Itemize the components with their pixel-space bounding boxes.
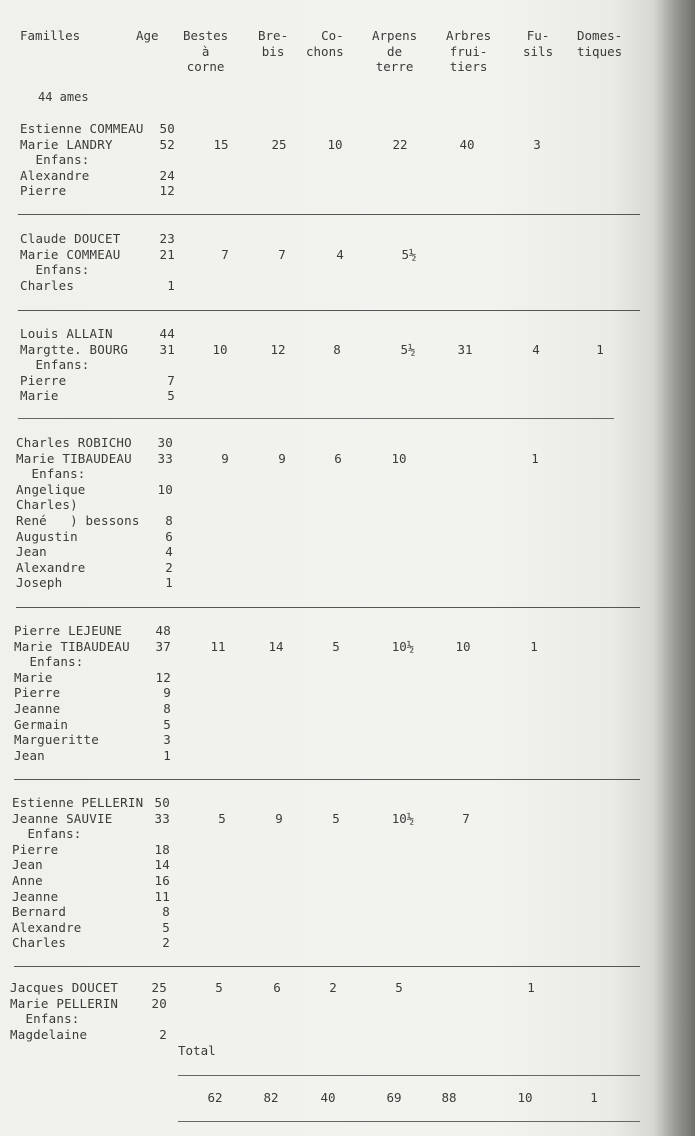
total-cochons: 40 [320,1090,336,1105]
family-2-brebis: 7 [278,247,286,262]
family-4-bestes: 9 [221,451,229,466]
family-5-arpens: 10½ [391,639,415,654]
family-1-brebis: 25 [271,137,287,152]
family-1-arbres: 40 [459,137,475,152]
family-7-arpens: 5 [395,980,403,995]
family-separator [14,779,640,780]
total-bestes: 62 [207,1090,223,1105]
family-3-domestiques: 1 [596,342,604,357]
family-1-names: Estienne COMMEAU Marie LANDRY Enfans: Alexandre Pierre [20,121,144,199]
bottom-rule [178,1121,640,1122]
family-7-ages: 25 20 2 [151,980,167,1042]
family-2-cochons: 4 [336,247,344,262]
family-1-fusils: 3 [533,137,541,152]
family-7-cochons: 2 [329,980,337,995]
ames-count: 44 ames [38,90,89,104]
family-6-arpens: 10½ [391,811,415,826]
family-5-arbres: 10 [455,639,471,654]
family-3-ages: 44 31 7 5 [159,326,175,404]
family-4-ages: 30 33 10 8 6 4 2 1 [157,435,173,591]
total-domestiques: 1 [590,1090,598,1105]
family-3-names: Louis ALLAIN Margtte. BOURG Enfans: Pierre Marie [20,326,129,404]
total-label: Total [178,1043,216,1058]
family-5-fusils: 1 [530,639,538,654]
total-brebis: 82 [263,1090,279,1105]
family-1-bestes: 15 [213,137,229,152]
header-arpens: Arpens de terre [372,28,418,75]
family-separator [18,310,640,311]
family-2-names: Claude DOUCET Marie COMMEAU Enfans: Charles [20,231,121,293]
family-7-brebis: 6 [273,980,281,995]
family-7-names: Jacques DOUCET Marie PELLERIN Enfans: Magdelaine [10,980,119,1042]
total-arpens: 69 [386,1090,402,1105]
header-bestes: Bestes à corne [183,28,229,75]
family-5-ages: 48 37 12 9 8 5 3 1 [155,623,171,763]
header-arbres: Arbres frui- tiers [446,28,492,75]
header-fusils: Fu- sils [523,28,554,59]
header-brebis: Bre- bis [258,28,289,59]
family-3-arpens: 5½ [400,342,416,357]
family-2-ages: 23 21 1 [159,231,175,293]
family-4-fusils: 1 [531,451,539,466]
family-3-bestes: 10 [212,342,228,357]
family-6-brebis: 9 [275,811,283,826]
family-3-fusils: 4 [532,342,540,357]
family-1-ages: 50 52 24 12 [159,121,175,199]
family-1-cochons: 10 [327,137,343,152]
family-2-arpens: 5½ [401,247,417,262]
family-6-ages: 50 33 18 14 16 11 8 5 2 [154,795,170,951]
family-6-bestes: 5 [218,811,226,826]
header-familles: Familles [20,28,81,43]
family-5-cochons: 5 [332,639,340,654]
family-5-bestes: 11 [210,639,226,654]
family-separator [14,966,640,967]
family-1-arpens: 22 [392,137,408,152]
total-arbres: 88 [441,1090,457,1105]
family-4-arpens: 10 [391,451,407,466]
family-5-names: Pierre LEJEUNE Marie TIBAUDEAU Enfans: Marie Pierre Jeanne Germain Margueritte Jean [14,623,130,763]
header-domestiques: Domes- tiques [577,28,623,59]
family-4-brebis: 9 [278,451,286,466]
family-6-arbres: 7 [462,811,470,826]
family-6-cochons: 5 [332,811,340,826]
family-separator [18,418,614,419]
family-2-bestes: 7 [221,247,229,262]
family-separator [16,607,640,608]
total-fusils: 10 [517,1090,533,1105]
family-3-brebis: 12 [270,342,286,357]
family-separator [18,214,640,215]
family-3-cochons: 8 [333,342,341,357]
family-6-names: Estienne PELLERIN Jeanne SAUVIE Enfans: Pierre Jean Anne Jeanne Bernard Alexandre Charles [12,795,144,951]
header-cochons: Co- chons [306,28,344,59]
header-age: Age [136,28,159,43]
total-rule [178,1075,640,1076]
family-7-fusils: 1 [527,980,535,995]
family-5-brebis: 14 [268,639,284,654]
family-4-cochons: 6 [334,451,342,466]
family-4-names: Charles ROBICHO Marie TIBAUDEAU Enfans: Angelique Charles) René ) bessons Augustin Jean Alexandre Joseph [16,435,140,591]
family-3-arbres: 31 [457,342,473,357]
family-7-bestes: 5 [215,980,223,995]
